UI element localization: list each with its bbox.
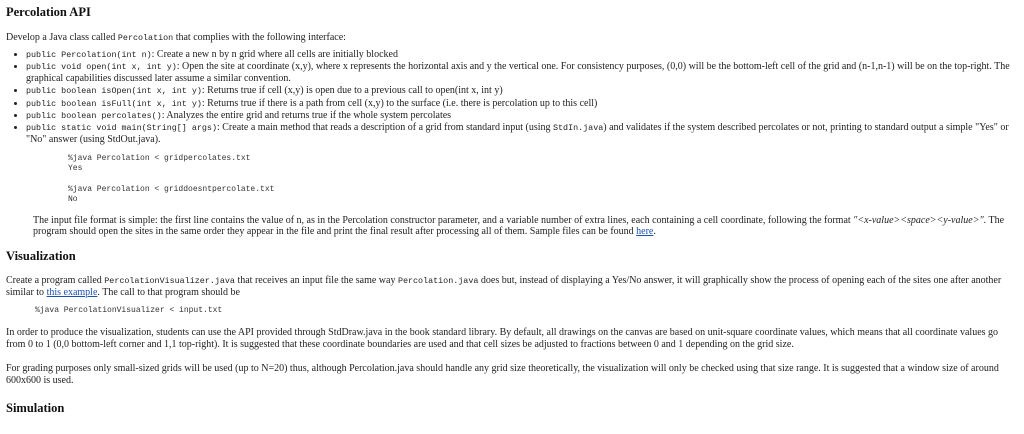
sample-files-link[interactable]: here: [636, 226, 654, 238]
api-description: : Returns true if there is a path from cell (x,y) to the surface (i.e. there is percolation up to this cell): [201, 97, 598, 109]
vis-text-3: does but, instead of displaying a Yes/No answer, it will graphically show the process of opening each of the sites one after another similar to: [6, 274, 1002, 298]
api-description: : Create a main method that reads a description of a grid from standard input (using: [216, 122, 553, 134]
page-title: Percolation API: [6, 5, 91, 19]
intro-paragraph: [6, 32, 1016, 44]
simulation-heading: Simulation: [6, 401, 65, 416]
api-signature: public Percolation(int n): [26, 49, 152, 60]
format-pattern: "<x-value><space><y-value>": [853, 214, 984, 226]
api-list: [6, 49, 1016, 147]
api-description: : Create a new n by n grid where all cells are initially blocked: [151, 48, 398, 60]
api-item-isopen: [26, 85, 1016, 97]
percolation-class-code: Percolation.java: [397, 275, 479, 286]
input-format-paragraph: [33, 215, 1016, 239]
example-visualizer-command: %java PercolationVisualizer < input.txt: [35, 305, 223, 315]
api-signature: public static void main(String[] args): [26, 123, 217, 134]
api-description-end: ) and validates if the system described percolates or not, printing to standard output a simple "Yes" or "No" answer (using StdOut.java).: [26, 122, 1009, 146]
api-signature: public boolean isOpen(int x, int y): [26, 86, 202, 97]
api-signature: public boolean isFull(int x, int y): [26, 98, 202, 109]
vis-text: Create a program called: [6, 274, 105, 286]
visualization-intro-paragraph: [6, 275, 1016, 299]
intro-text: Develop a Java class called: [6, 31, 118, 43]
visualization-heading: Visualization: [6, 249, 76, 264]
intro-class-code: Percolation: [117, 32, 174, 43]
vis-text-end: . The call to that program should be: [97, 286, 240, 298]
api-description: : Open the site at coordinate (x,y), where x represents the horizontal axis and y the vertical one. For consistency purposes, (0,0) will be the bottom-left cell of the grid and (n-1,n-1) will be on the top-right. The graphical capabilities discussed later assume a similar convention.: [26, 61, 1010, 84]
format-text-end: .: [653, 226, 656, 238]
stddraw-paragraph: In order to produce the visualization, students can use the API provided through StdDraw.java in the book standard library. By default, all drawings on the canvas are based on unit-square coordinate values, which means that all coordinate values go from 0 to 1 (0,0 bottom-left corner and 1,1 top-right). It is suggested that these coordinate boundaries are used and that cell sizes be adjusted to fractions between 0 and 1 depending on the grid size.: [6, 327, 999, 350]
format-text: The input file format is simple: the first line contains the value of n, as in the Percolation constructor parameter, and a variable number of extra lines, each containing a cell coordinate, following the format: [33, 214, 854, 226]
visualizer-class-code: PercolationVisualizer.java: [104, 275, 235, 286]
format-text-2: . The program should open the sites in the same order they appear in the file and print the final result after processing all of them. Sample files can be found: [33, 214, 1005, 238]
api-item-open: [26, 61, 1016, 85]
api-description-code: StdIn.java: [553, 123, 604, 134]
vis-text-2: that receives an input file the same way: [234, 274, 398, 286]
example-doesnt-percolate: %java Percolation < griddoesntpercolate.txt No: [68, 185, 275, 204]
grading-paragraph: For grading purposes only small-sized grids will be used (up to N=20) thus, although Percolation.java should handle any grid size theoretically, the visualization will only be checked using that size range. It is suggested that a window size of around 600x600 is used.: [6, 362, 999, 386]
api-signature: public void open(int x, int y): [26, 62, 177, 73]
api-item-main: [26, 122, 1016, 146]
api-item-isfull: [26, 98, 1016, 110]
api-description: : Returns true if cell (x,y) is open due to a previous call to open(int x, int y): [201, 85, 503, 97]
example-link[interactable]: this example: [46, 286, 98, 298]
api-item-percolates: [26, 110, 1016, 122]
example-percolates: %java Percolation < gridpercolates.txt Yes: [68, 154, 251, 173]
api-signature: public boolean percolates(): [26, 111, 162, 122]
api-description: : Analyzes the entire grid and returns true if the whole system percolates: [161, 110, 452, 122]
api-item-constructor: [26, 49, 1016, 61]
intro-text-end: that complies with the following interface:: [173, 31, 346, 43]
